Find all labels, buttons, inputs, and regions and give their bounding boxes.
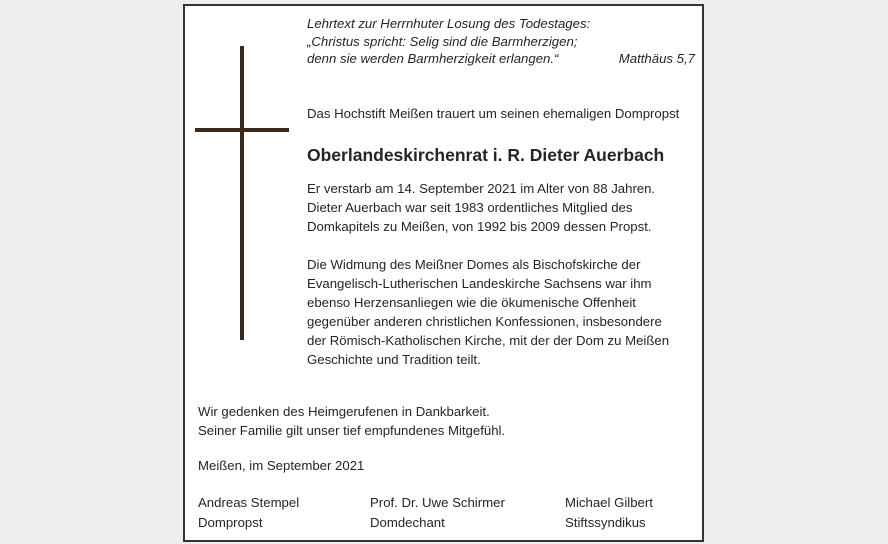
text-line: Geschichte und Tradition teilt.: [307, 352, 481, 367]
signatory-title: Domdechant: [370, 515, 445, 530]
signatory: [198, 493, 299, 533]
text-line: Seiner Familie gilt unser tief empfundenes Mitgefühl.: [198, 423, 506, 438]
signatory-name: Andreas Stempel: [198, 495, 300, 510]
text-line: Dieter Auerbach war seit 1983 ordentliches Mitglied des: [307, 200, 633, 215]
cross-icon: [240, 46, 244, 340]
text-line: gegenüber anderen christlichen Konfessionen, insbesondere: [307, 314, 662, 329]
text-line: Domkapitels zu Meißen, von 1992 bis 2009 dessen Propst.: [307, 219, 652, 234]
verse-reference: Matthäus 5,7: [618, 51, 695, 66]
text-line: der Römisch-Katholischen Kirche, mit der der Dom zu Meißen: [307, 333, 670, 348]
verse-line: „Christus spricht: Selig sind die Barmherzigen;: [307, 33, 578, 49]
text-line: Evangelisch-Lutherischen Landeskirche Sachsens war ihm: [307, 276, 652, 291]
cross-icon-bar: [195, 128, 289, 132]
biography-paragraph: [307, 179, 655, 236]
bible-verse: [307, 15, 695, 68]
signatory-title: Dompropst: [198, 515, 263, 530]
signatory-name: Michael Gilbert: [565, 495, 653, 510]
place-date: Meißen, im September 2021: [198, 458, 365, 473]
verse-line: denn sie werden Barmherzigkeit erlangen.“: [307, 51, 559, 66]
intro-text: Das Hochstift Meißen trauert um seinen ehemaligen Dompropst: [307, 106, 680, 121]
deceased-name: Oberlandeskirchenrat i. R. Dieter Auerbach: [307, 145, 665, 165]
text-line: Er verstarb am 14. September 2021 im Alter von 88 Jahren.: [307, 181, 656, 196]
signatory-title: Stiftssyndikus: [565, 515, 646, 530]
closing-words: [198, 402, 505, 440]
tribute-paragraph: [307, 255, 669, 369]
signatory: [370, 493, 505, 533]
signatory-name: Prof. Dr. Uwe Schirmer: [370, 495, 505, 510]
text-line: ebenso Herzensanliegen wie die ökumenische Offenheit: [307, 295, 636, 310]
obituary-notice: [183, 4, 704, 542]
text-line: Die Widmung des Meißner Domes als Bischofskirche der: [307, 257, 641, 272]
signatory: [565, 493, 653, 533]
text-line: Wir gedenken des Heimgerufenen in Dankbarkeit.: [198, 404, 490, 419]
verse-line: Lehrtext zur Herrnhuter Losung des Todestages:: [307, 16, 591, 31]
